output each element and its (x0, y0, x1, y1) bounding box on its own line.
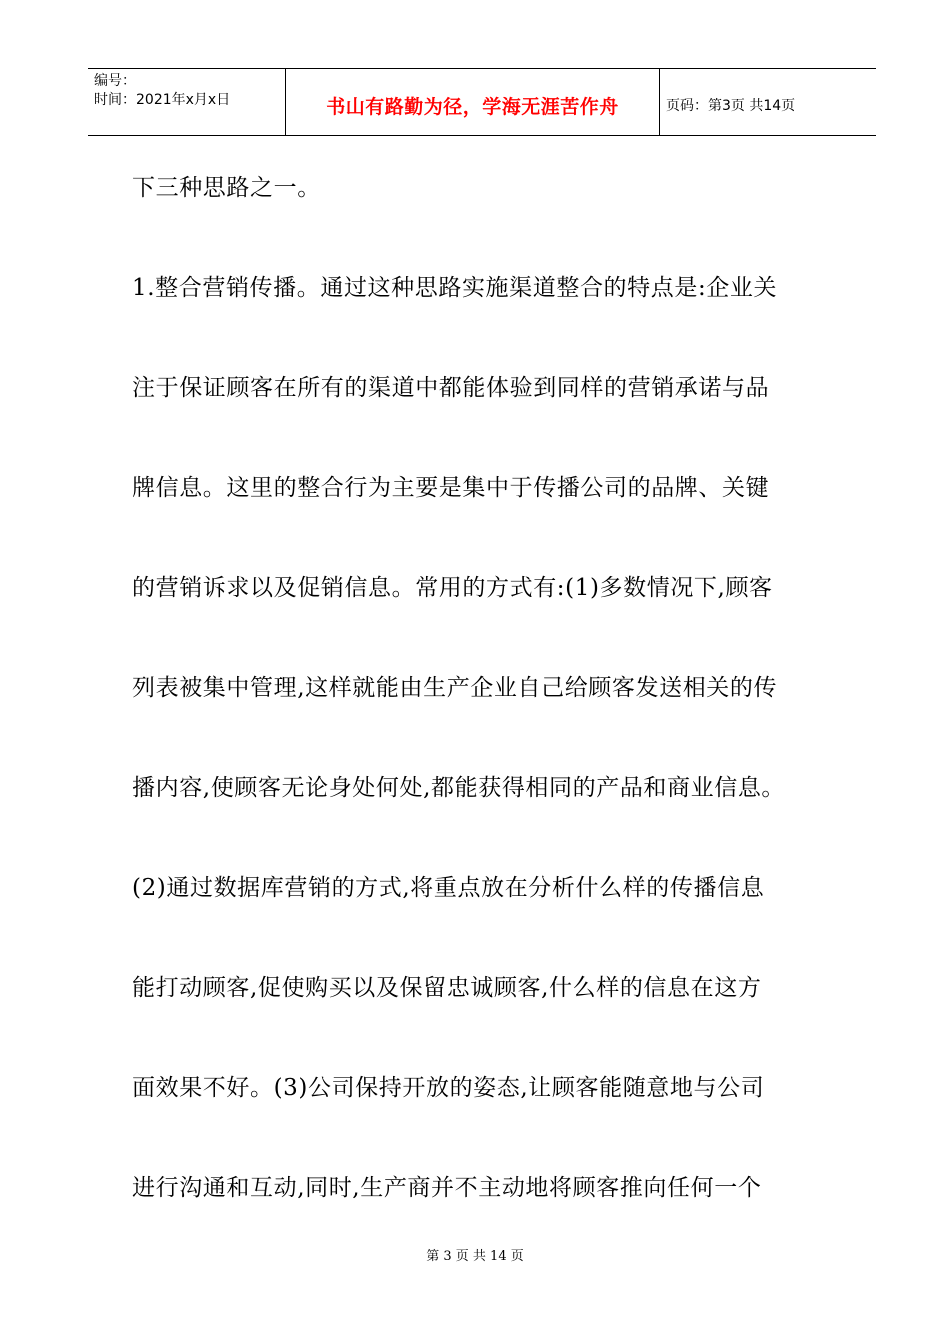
header-motto-cell (286, 69, 660, 135)
body-line: 的营销诉求以及促销信息。常用的方式有:(1)多数情况下,顾客 (132, 575, 773, 601)
body-line: 能打动顾客,促使购买以及保留忠诚顾客,什么样的信息在这方 (132, 975, 762, 1001)
body-line: 牌信息。这里的整合行为主要是集中于传播公司的品牌、关键 (132, 475, 770, 501)
document-body (132, 166, 842, 1210)
body-line: (2)通过数据库营销的方式,将重点放在分析什么样的传播信息 (132, 875, 765, 901)
time-label: 时间：2021年x月x日 (94, 92, 231, 108)
body-line: 播内容,使顾客无论身处何处,都能获得相同的产品和商业信息。 (132, 775, 786, 801)
page-header (88, 68, 876, 136)
body-line: 下三种思路之一。 (132, 175, 321, 201)
body-line: 注于保证顾客在所有的渠道中都能体验到同样的营销承诺与品 (132, 375, 770, 401)
body-line: 列表被集中管理,这样就能由生产企业自己给顾客发送相关的传 (132, 675, 778, 701)
footer-page-number: 第 3 页 共 14 页 (426, 1249, 524, 1264)
header-page-info-cell (660, 69, 876, 135)
header-motto: 书山有路勤为径，学海无涯苦作舟 (326, 95, 619, 118)
header-page-info: 页码：第3页 共14页 (666, 98, 796, 114)
body-line: 面效果不好。(3)公司保持开放的姿态,让顾客能随意地与公司 (132, 1075, 765, 1101)
body-line: 进行沟通和互动,同时,生产商并不主动地将顾客推向任何一个 (132, 1175, 762, 1201)
serial-label: 编号： (94, 73, 136, 89)
page-footer (0, 1245, 950, 1264)
header-meta (88, 69, 286, 135)
body-line: 1.整合营销传播。通过这种思路实施渠道整合的特点是:企业关 (132, 275, 778, 301)
